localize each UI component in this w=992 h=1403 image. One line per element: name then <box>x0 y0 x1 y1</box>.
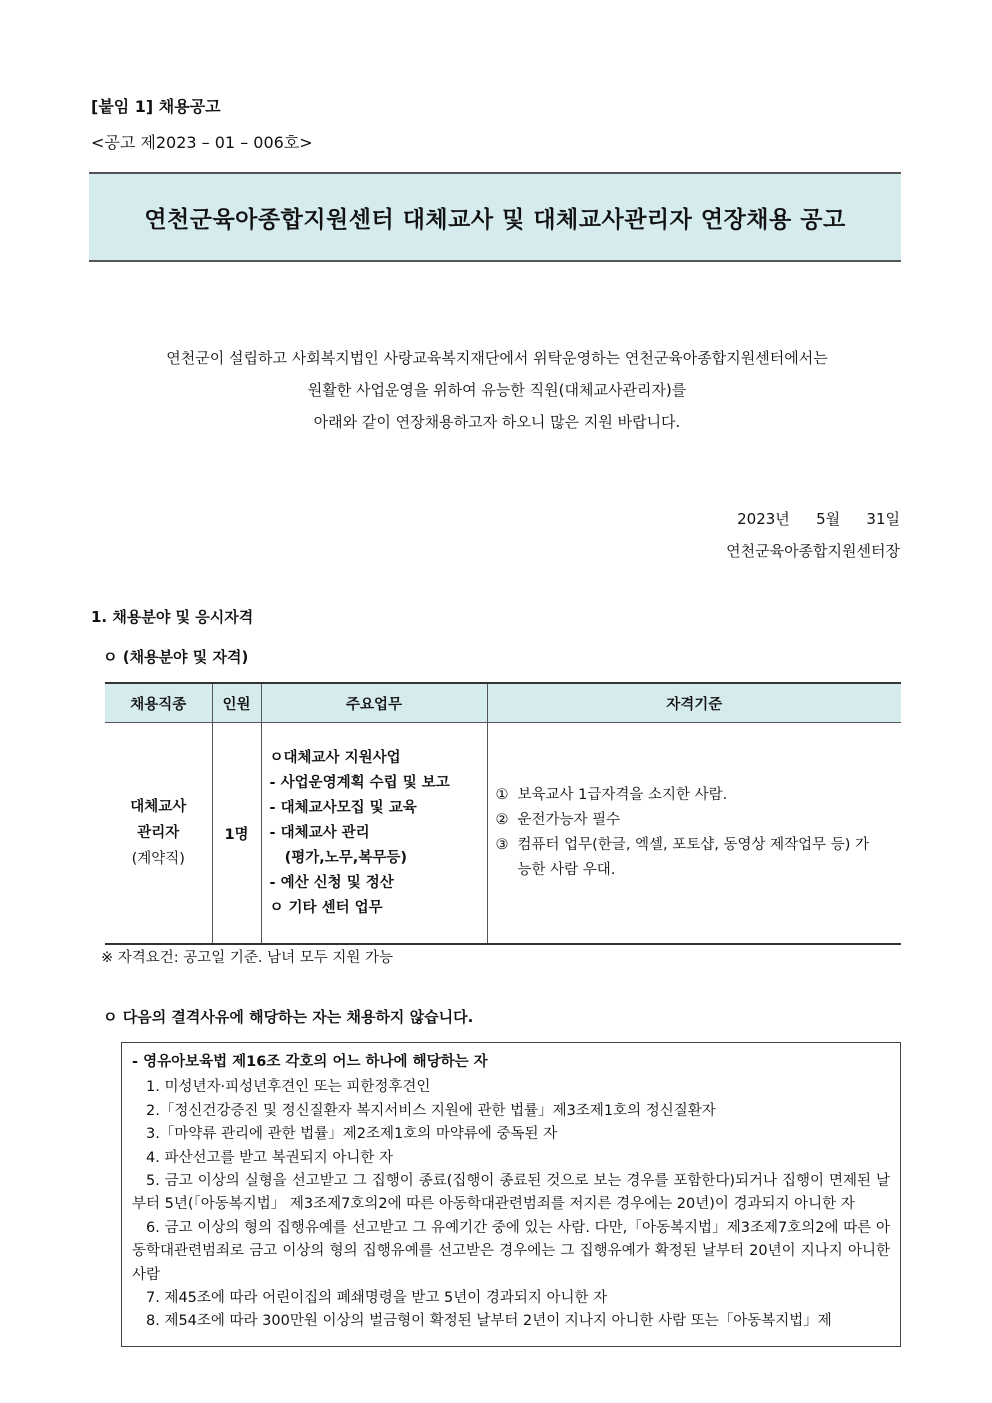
duty-item: - 대체교사 관리 <box>269 824 370 841</box>
job-type-cell <box>105 723 212 945</box>
header-headcount: 인원 <box>212 683 261 723</box>
qualification-item <box>496 833 902 883</box>
list-item: 5. 금고 이상의 실형을 선고받고 그 집행이 종료(집행이 종료된 것으로 보는 경우를 포함한다)되거나 집행이 면제된 날부터 5년(「아동복지법」 제3조제7호의2에 따른 아동학대관련범죄를 저지른 경우에는 20년)이 경과되지 아니한 자 <box>132 1173 890 1213</box>
intro-line-2: 원활한 사업운영을 위하여 유능한 직원(대체교사관리자)를 <box>307 381 687 399</box>
duty-item: - 사업운영계획 수립 및 보고 <box>269 774 450 791</box>
duties-cell <box>261 723 487 945</box>
disqualification-title: ㅇ 다음의 결격사유에 해당하는 자는 채용하지 않습니다. <box>103 1008 474 1026</box>
list-item: 3.「마약류 관리에 관한 법률」제2조제1호의 마약류에 중독된 자 <box>146 1126 558 1143</box>
qualifications-cell <box>487 723 901 945</box>
qualification-number: ② <box>495 812 509 828</box>
table-row <box>105 723 901 945</box>
duty-item: - 대체교사모집 및 교육 <box>269 799 417 816</box>
qualification-text: 보육교사 1급자격을 소지한 사람. <box>517 787 728 803</box>
notice-number: <공고 제2023 – 01 – 006호> <box>91 133 313 152</box>
section-1-title: 1. 채용분야 및 응시자격 <box>91 608 254 626</box>
disqualification-box <box>121 1042 901 1347</box>
attachment-label: [붙임 1] 채용공고 <box>91 97 221 116</box>
list-item: 2.「정신건강증진 및 정신질환자 복지서비스 지원에 관한 법률」제3조제1호의 정신질환자 <box>146 1102 716 1119</box>
notice-date: 2023년 5월 31일 <box>737 510 900 528</box>
list-item: 1. 미성년자·피성년후견인 또는 피한정후견인 <box>146 1079 431 1096</box>
qualification-number: ③ <box>495 837 509 853</box>
header-job-type: 채용직종 <box>105 683 212 723</box>
qualification-text: 컴퓨터 업무(한글, 엑셀, 포토샵, 동영상 제작업무 등) 가능한 사람 우대. <box>517 837 870 878</box>
eligibility-footnote: ※ 자격요건: 공고일 기준. 남녀 모두 지원 가능 <box>101 950 394 966</box>
qualification-text: 운전가능자 필수 <box>517 812 621 828</box>
duty-item: ㅇ대체교사 지원사업 <box>269 749 401 766</box>
header-qualifications: 자격기준 <box>487 683 901 723</box>
recruitment-table <box>105 682 901 945</box>
header-main-duties: 주요업무 <box>261 683 487 723</box>
list-item: 6. 금고 이상의 형의 집행유예를 선고받고 그 유예기간 중에 있는 사람. 다만,「아동복지법」제3조제7호의2에 따른 아동학대관련범죄로 금고 이상의 형의 집행유예를 선고받은 경우에는 그 집행유예가 확정된 날부터 20년이 지나지 아니한 사람 <box>132 1219 890 1283</box>
duty-item: ㅇ 기타 센터 업무 <box>269 899 383 916</box>
job-type-line-1: 대체교사 <box>130 799 187 815</box>
duty-item: (평가,노무,복무등) <box>269 849 407 866</box>
intro-line-3: 아래와 같이 연장채용하고자 하오니 많은 지원 바랍니다. <box>313 413 681 431</box>
headcount-cell: 1명 <box>212 723 261 945</box>
qualification-item <box>496 808 902 833</box>
duty-item: - 예산 신청 및 정산 <box>269 874 394 891</box>
qualification-number: ① <box>495 787 509 803</box>
disqualification-heading: - 영유아보육법 제16조 각호의 어느 하나에 해당하는 자 <box>132 1054 488 1070</box>
qualification-item <box>496 783 902 808</box>
issuer-name: 연천군육아종합지원센터장 <box>726 542 900 560</box>
list-item: 7. 제45조에 따라 어린이집의 폐쇄명령을 받고 5년이 경과되지 아니한 자 <box>146 1290 608 1307</box>
intro-line-1: 연천군이 설립하고 사회복지법인 사랑교육복지재단에서 위탁운영하는 연천군육아종합지원센터에서는 <box>166 349 828 367</box>
section-1-subtitle: ㅇ (채용분야 및 자격) <box>103 648 249 666</box>
list-item: 8. 제54조에 따라 300만원 이상의 벌금형이 확정된 날부터 2년이 지나지 아니한 사람 또는「아동복지법」제 <box>146 1313 832 1330</box>
job-type-line-2: 관리자 <box>137 825 180 841</box>
title-banner <box>89 172 901 262</box>
job-type-contract: (계약직) <box>131 851 185 867</box>
list-item: 4. 파산선고를 받고 복권되지 아니한 자 <box>146 1149 393 1166</box>
table-header-row <box>105 683 901 723</box>
page-title: 연천군육아종합지원센터 대체교사 및 대체교사관리자 연장채용 공고 <box>144 206 846 233</box>
